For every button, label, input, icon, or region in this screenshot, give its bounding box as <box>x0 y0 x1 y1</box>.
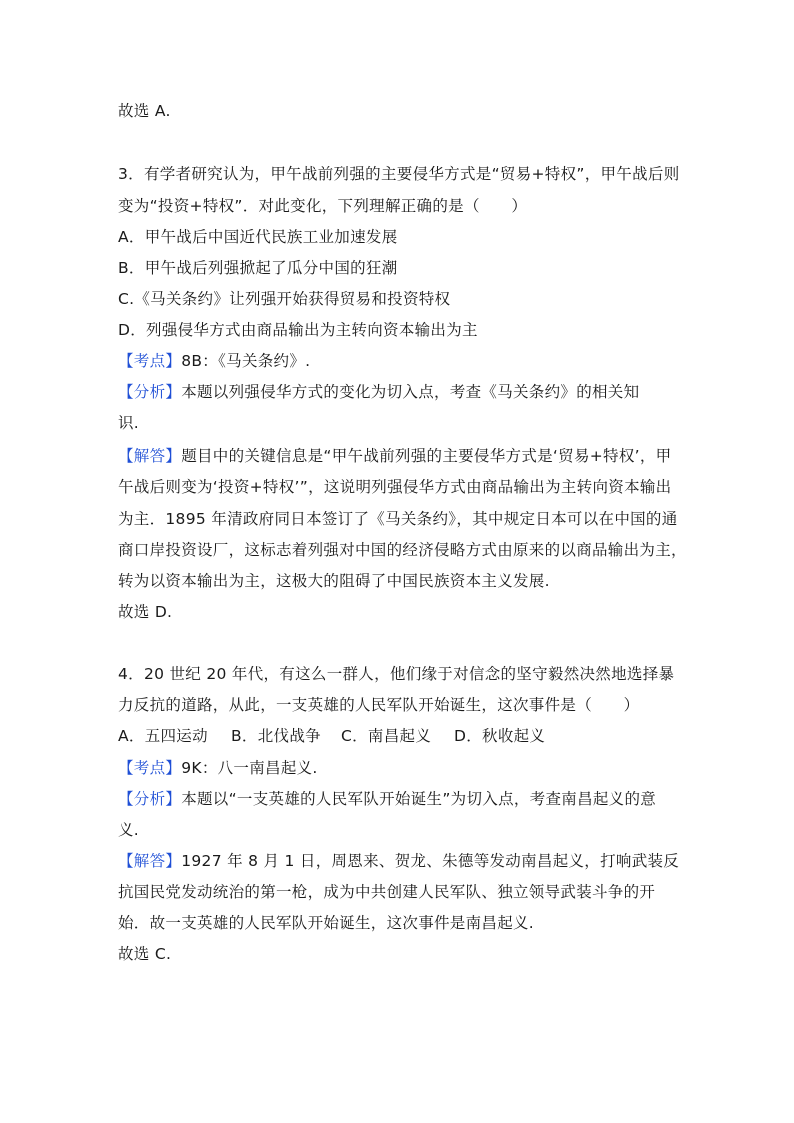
fenxi-tag: 【分析】 <box>118 790 182 808</box>
kaodian-text: 8B：《马关条约》. <box>181 352 311 370</box>
q3-stem-line1: 3．有学者研究认为，甲午战前列强的主要侵华方式是“贸易+特权”，甲午战后则 <box>118 165 680 183</box>
q4-fenxi-line2: 义. <box>118 821 140 839</box>
q4-jieda <box>118 851 679 871</box>
q3-jieda-line5: 转为以资本输出为主，这极大的阻碍了中国民族资本主义发展. <box>118 572 550 590</box>
q4-stem-line2: 力反抗的道路，从此，一支英雄的人民军队开始诞生，这次事件是（ ） <box>118 696 640 714</box>
q3-fenxi <box>118 382 639 402</box>
q4-options <box>118 726 545 746</box>
kaodian-tag: 【考点】 <box>118 352 182 370</box>
q3-option-b: B．甲午战后列强掀起了瓜分中国的狂潮 <box>118 259 398 277</box>
q4-conclusion: 故选 C. <box>118 945 172 963</box>
fenxi-tag: 【分析】 <box>118 383 182 401</box>
q3-conclusion: 故选 D. <box>118 603 173 621</box>
q4-option-a: A．五四运动 <box>118 727 208 745</box>
q3-jieda-line3: 为主．1895 年清政府同日本签订了《马关条约》，其中规定日本可以在中国的通 <box>118 510 678 528</box>
q4-jieda-line3: 始．故一支英雄的人民军队开始诞生，这次事件是南昌起义. <box>118 914 535 932</box>
fenxi-text-line1: 本题以“一支英雄的人民军队开始诞生”为切入点，考查南昌起义的意 <box>181 790 657 808</box>
q4-kaodian <box>118 758 318 778</box>
q3-jieda-line2: 午战后则变为‘投资+特权’”，这说明列强侵华方式由商品输出为主转向资本输出 <box>118 478 672 496</box>
jieda-text-line1: 1927 年 8 月 1 日，周恩来、贺龙、朱德等发动南昌起义，打响武装反 <box>181 852 680 870</box>
q4-option-c: C．南昌起义 <box>341 727 432 745</box>
q3-fenxi-line2: 识. <box>118 414 140 432</box>
q3-jieda-line4: 商口岸投资设厂，这标志着列强对中国的经济侵略方式由原来的以商品输出为主， <box>118 541 687 559</box>
q4-option-d: D．秋收起义 <box>454 727 546 745</box>
q3-option-a: A．甲午战后中国近代民族工业加速发展 <box>118 228 398 246</box>
jieda-tag: 【解答】 <box>118 852 182 870</box>
fenxi-text-line1: 本题以列强侵华方式的变化为切入点，考查《马关条约》的相关知 <box>181 383 640 401</box>
q4-fenxi <box>118 789 656 809</box>
q3-jieda <box>118 446 671 466</box>
kaodian-tag: 【考点】 <box>118 759 182 777</box>
jieda-text-line1: 题目中的关键信息是“甲午战前列强的主要侵华方式是‘贸易+特权’，甲 <box>181 447 672 465</box>
q3-option-c: C.《马关条约》让列强开始获得贸易和投资特权 <box>118 290 451 308</box>
jieda-tag: 【解答】 <box>118 447 182 465</box>
q3-kaodian <box>118 351 310 371</box>
q4-option-b: B．北伐战争 <box>231 727 321 745</box>
q2-conclusion: 故选 A. <box>118 102 171 120</box>
kaodian-text: 9K：八一南昌起义. <box>181 759 318 777</box>
q3-stem-line2: 变为“投资+特权”．对此变化，下列理解正确的是（ ） <box>118 197 528 215</box>
q4-jieda-line2: 抗国民党发动统治的第一枪，成为中共创建人民军队、独立领导武装斗争的开 <box>118 883 656 901</box>
q3-option-d: D．列强侵华方式由商品输出为主转向资本输出为主 <box>118 321 478 339</box>
q4-stem-line1: 4．20 世纪 20 年代，有这么一群人，他们缘于对信念的坚守毅然决然地选择暴 <box>118 665 675 683</box>
